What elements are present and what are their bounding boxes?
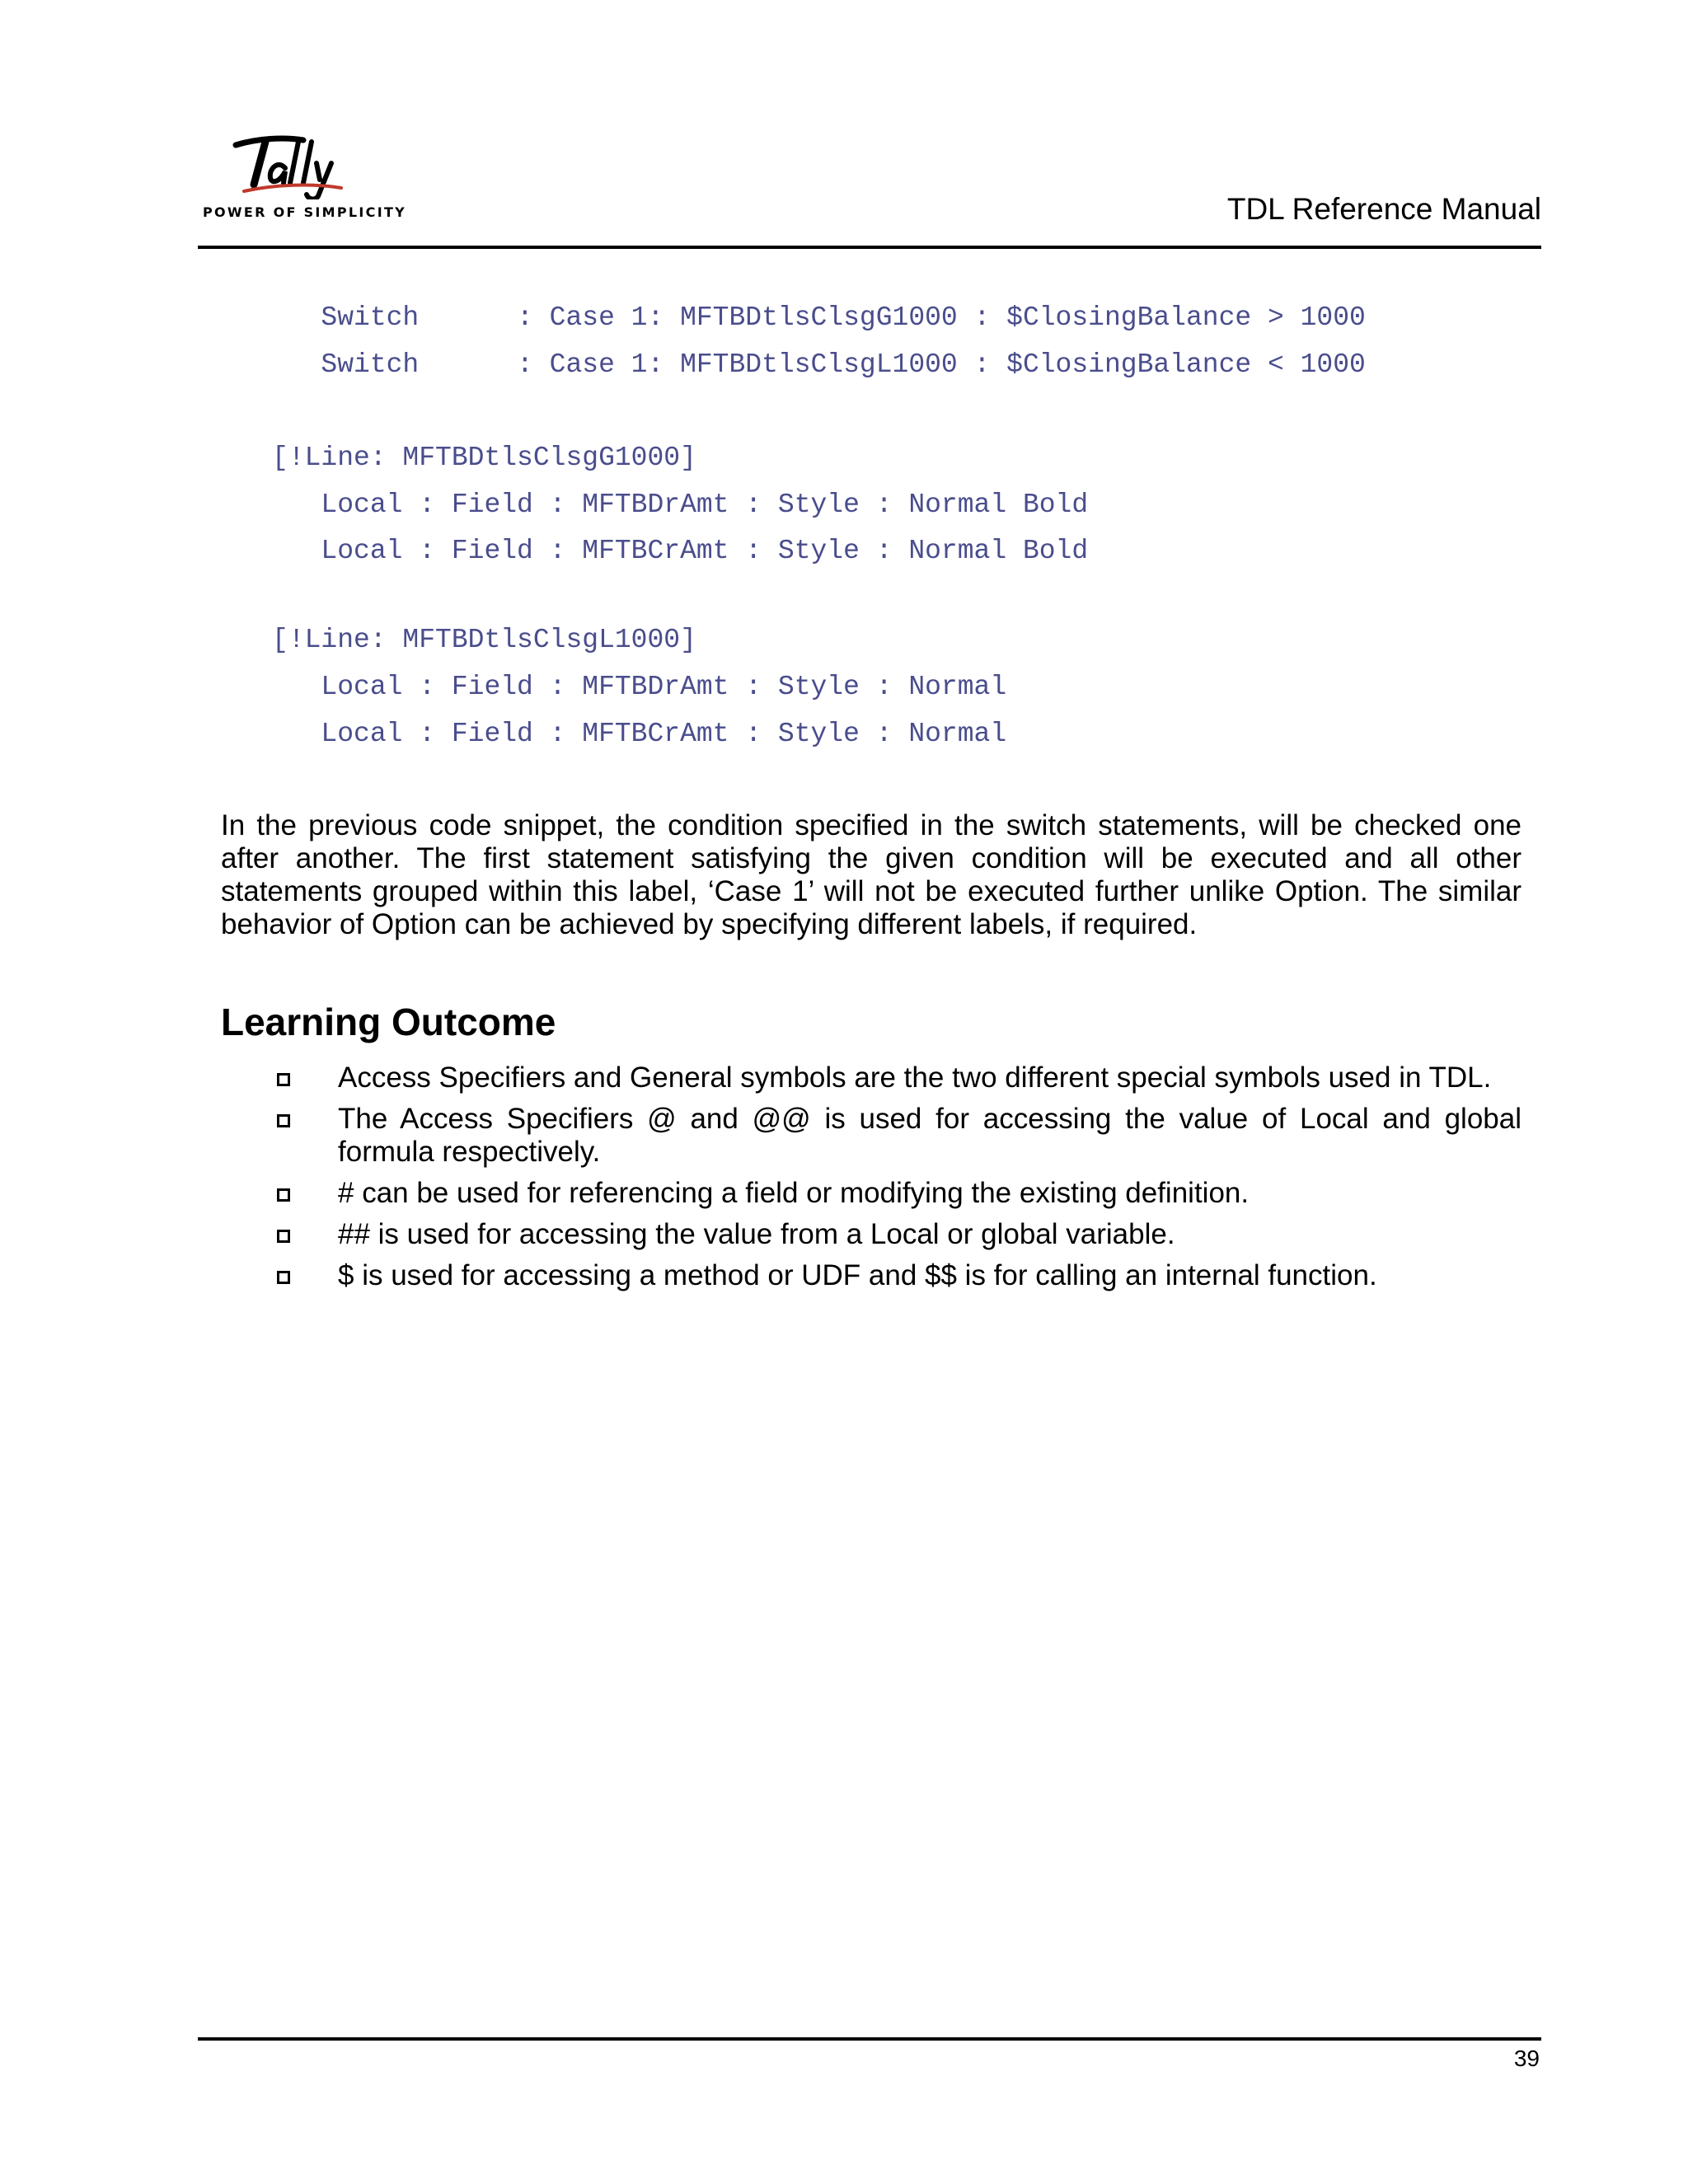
square-bullet-icon <box>277 1271 290 1284</box>
learning-outcome-list <box>277 1062 1522 1301</box>
square-bullet-icon <box>277 1073 290 1086</box>
footer-divider <box>198 2037 1541 2041</box>
list-item <box>277 1259 1522 1292</box>
list-item <box>277 1062 1522 1094</box>
square-bullet-icon <box>277 1114 290 1127</box>
page-header <box>198 132 1541 249</box>
code-line: Local : Field : MFTBDrAmt : Style : Normal <box>272 672 1007 702</box>
explanation-paragraph: In the previous code snippet, the condition specified in the switch statements, will be checked one after another. The first statement satisfying the given condition will be executed and all other statements grouped within this label, ‘Case 1’ will not be executed further unlike Option. The similar behavior of Option can be achieved by specifying different labels, if required. <box>221 809 1522 940</box>
page-number: 39 <box>1513 2046 1540 2071</box>
code-line: [!Line: MFTBDtlsClsgG1000] <box>272 443 696 473</box>
list-item-text: ## is used for accessing the value from a Local or global variable. <box>338 1218 1175 1250</box>
code-snippet <box>272 302 1366 749</box>
list-item-text: Access Specifiers and General symbols are the two different special symbols used in TDL. <box>338 1062 1492 1094</box>
logo-tagline: POWER OF SIMPLICITY <box>203 204 407 220</box>
list-item-text: $ is used for accessing a method or UDF and $$ is for calling an internal function. <box>338 1259 1377 1291</box>
code-line: [!Line: MFTBDtlsClsgL1000] <box>272 625 696 655</box>
list-item-text: # can be used for referencing a field or modifying the existing definition. <box>338 1177 1250 1209</box>
square-bullet-icon <box>277 1230 290 1243</box>
code-line: Local : Field : MFTBCrAmt : Style : Normal <box>272 719 1007 749</box>
tally-wordmark <box>232 134 348 199</box>
manual-title: TDL Reference Manual <box>1226 192 1541 226</box>
code-line: Local : Field : MFTBCrAmt : Style : Normal Bold <box>272 536 1089 566</box>
list-item <box>277 1103 1522 1169</box>
code-line: Local : Field : MFTBDrAmt : Style : Normal Bold <box>272 490 1089 520</box>
code-line: Switch : Case 1: MFTBDtlsClsgL1000 : $ClosingBalance < 1000 <box>272 349 1366 380</box>
list-item <box>277 1177 1522 1210</box>
list-item-text: The Access Specifiers @ and @@ is used for accessing the value of Local and global formula respectively. <box>338 1103 1522 1168</box>
tally-logo <box>198 132 407 231</box>
square-bullet-icon <box>277 1188 290 1202</box>
code-line: Switch : Case 1: MFTBDtlsClsgG1000 : $ClosingBalance > 1000 <box>272 302 1366 333</box>
list-item <box>277 1218 1522 1251</box>
section-heading: Learning Outcome <box>221 1001 556 1043</box>
